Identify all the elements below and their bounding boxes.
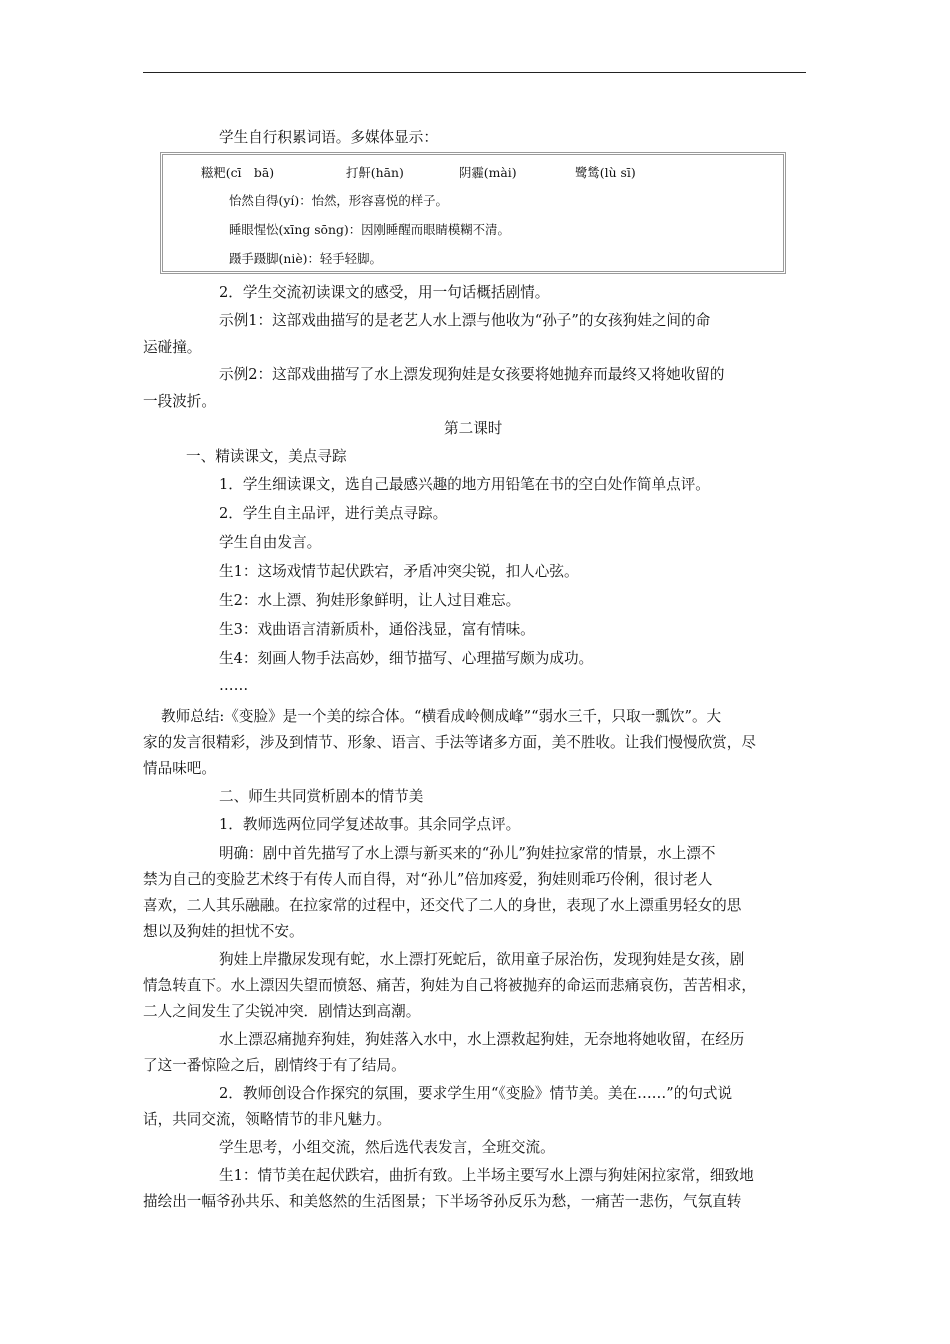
paragraph-line: 明确：剧中首先描写了水上漂与新买来的“孙儿”狗娃拉家常的情景，水上漂不	[219, 845, 716, 862]
vocab-definition: 蹑手蹑脚(niè)：轻手轻脚。	[229, 251, 382, 266]
vocab-word: 糍粑(cī bā)	[201, 165, 275, 180]
paragraph-line: 情品味吧。	[143, 760, 216, 777]
paragraph-line: 狗娃上岸撒尿发现有蛇，水上漂打死蛇后，欲用童子尿治伤，发现狗娃是女孩，剧	[219, 951, 745, 968]
section-heading: 二、师生共同赏析剧本的情节美	[219, 788, 424, 805]
vocab-definition: 睡眼惺忪(xīng sōng)：因刚睡醒而眼睛模糊不清。	[229, 222, 510, 237]
paragraph-line: 二人之间发生了尖锐冲突．剧情达到高潮。	[143, 1003, 421, 1020]
vocab-definition: 怡然自得(yí)：怡然，形容喜悦的样子。	[229, 193, 448, 208]
paragraph-line: 2．学生自主品评，进行美点寻踪。	[219, 505, 448, 522]
paragraph-line: 生4：刻画人物手法高妙，细节描写、心理描写颇为成功。	[219, 650, 594, 667]
paragraph-line: 运碰撞。	[143, 339, 202, 356]
paragraph-line: 1．学生细读课文，选自己最感兴趣的地方用铅笔在书的空白处作简单点评。	[219, 476, 710, 493]
vocab-word: 阴霾(mài)	[459, 165, 517, 180]
paragraph-line: 生1：情节美在起伏跌宕，曲折有致。上半场主要写水上漂与狗娃闲拉家常，细致地	[219, 1167, 754, 1184]
paragraph-line: 水上漂忍痛抛弃狗娃，狗娃落入水中，水上漂救起狗娃，无奈地将她收留，在经历	[219, 1031, 745, 1048]
paragraph-line: 喜欢，二人其乐融融。在拉家常的过程中，还交代了二人的身世，表现了水上漂重男轻女的思	[143, 897, 742, 914]
paragraph-line: 生1：这场戏情节起伏跌宕，矛盾冲突尖锐，扣人心弦。	[219, 563, 579, 580]
ellipsis: ……	[219, 677, 249, 694]
paragraph-line: 一段波折。	[143, 393, 216, 410]
paragraph-line: 学生自由发言。	[219, 534, 322, 551]
section-heading: 一、精读课文，美点寻踪	[186, 448, 347, 465]
paragraph-line: 1．教师选两位同学复述故事。其余同学点评。	[219, 816, 521, 833]
vocab-box	[160, 152, 786, 274]
vocab-word: 鹭鸶(lù sī)	[575, 165, 636, 180]
paragraph-line: 教师总结:《变脸》是一个美的综合体。“横看成岭侧成峰”“弱水三千，只取一瓢饮”。大	[161, 708, 722, 725]
paragraph-line: 话，共同交流，领略情节的非凡魅力。	[143, 1111, 392, 1128]
paragraph-line: 情急转直下。水上漂因失望而愤怒、痛苦，狗娃为自己将被抛弃的命运而悲痛哀伤，苦苦相求，	[143, 977, 756, 994]
paragraph-line: 示例2：这部戏曲描写了水上漂发现狗娃是女孩要将她抛弃而最终又将她收留的	[219, 366, 725, 383]
paragraph-line: 描绘出一幅爷孙共乐、和美悠然的生活图景；下半场爷孙反乐为愁，一痛苦一悲伤，气氛直转	[143, 1193, 742, 1210]
paragraph-line: 禁为自己的变脸艺术终于有传人而自得，对“孙儿”倍加疼爱，狗娃则乖巧伶俐，很讨老人	[143, 871, 713, 888]
paragraph-line: 生2：水上漂、狗娃形象鲜明，让人过目难忘。	[219, 592, 521, 609]
box-intro: 学生自行积累词语。多媒体显示：	[219, 129, 438, 146]
paragraph-line: 想以及狗娃的担忧不安。	[143, 923, 304, 940]
paragraph-line: 了这一番惊险之后，剧情终于有了结局。	[143, 1057, 406, 1074]
paragraph-line: 示例1：这部戏曲描写的是老艺人水上漂与他收为“孙子”的女孩狗娃之间的命	[219, 312, 711, 329]
paragraph-line: 2．教师创设合作探究的氛围，要求学生用“《变脸》情节美。美在……”的句式说	[219, 1085, 733, 1102]
vocab-word: 打鼾(hān)	[346, 165, 404, 180]
paragraph-line: 2．学生交流初读课文的感受，用一句话概括剧情。	[219, 284, 550, 301]
paragraph-line: 学生思考，小组交流，然后选代表发言，全班交流。	[219, 1139, 555, 1156]
paragraph-line: 生3：戏曲语言清新质朴，通俗浅显，富有情味。	[219, 621, 535, 638]
paragraph-line: 家的发言很精彩，涉及到情节、形象、语言、手法等诸多方面，美不胜收。让我们慢慢欣赏，尽	[143, 734, 756, 751]
section-title: 第二课时	[444, 420, 503, 437]
header-rule	[143, 72, 806, 73]
